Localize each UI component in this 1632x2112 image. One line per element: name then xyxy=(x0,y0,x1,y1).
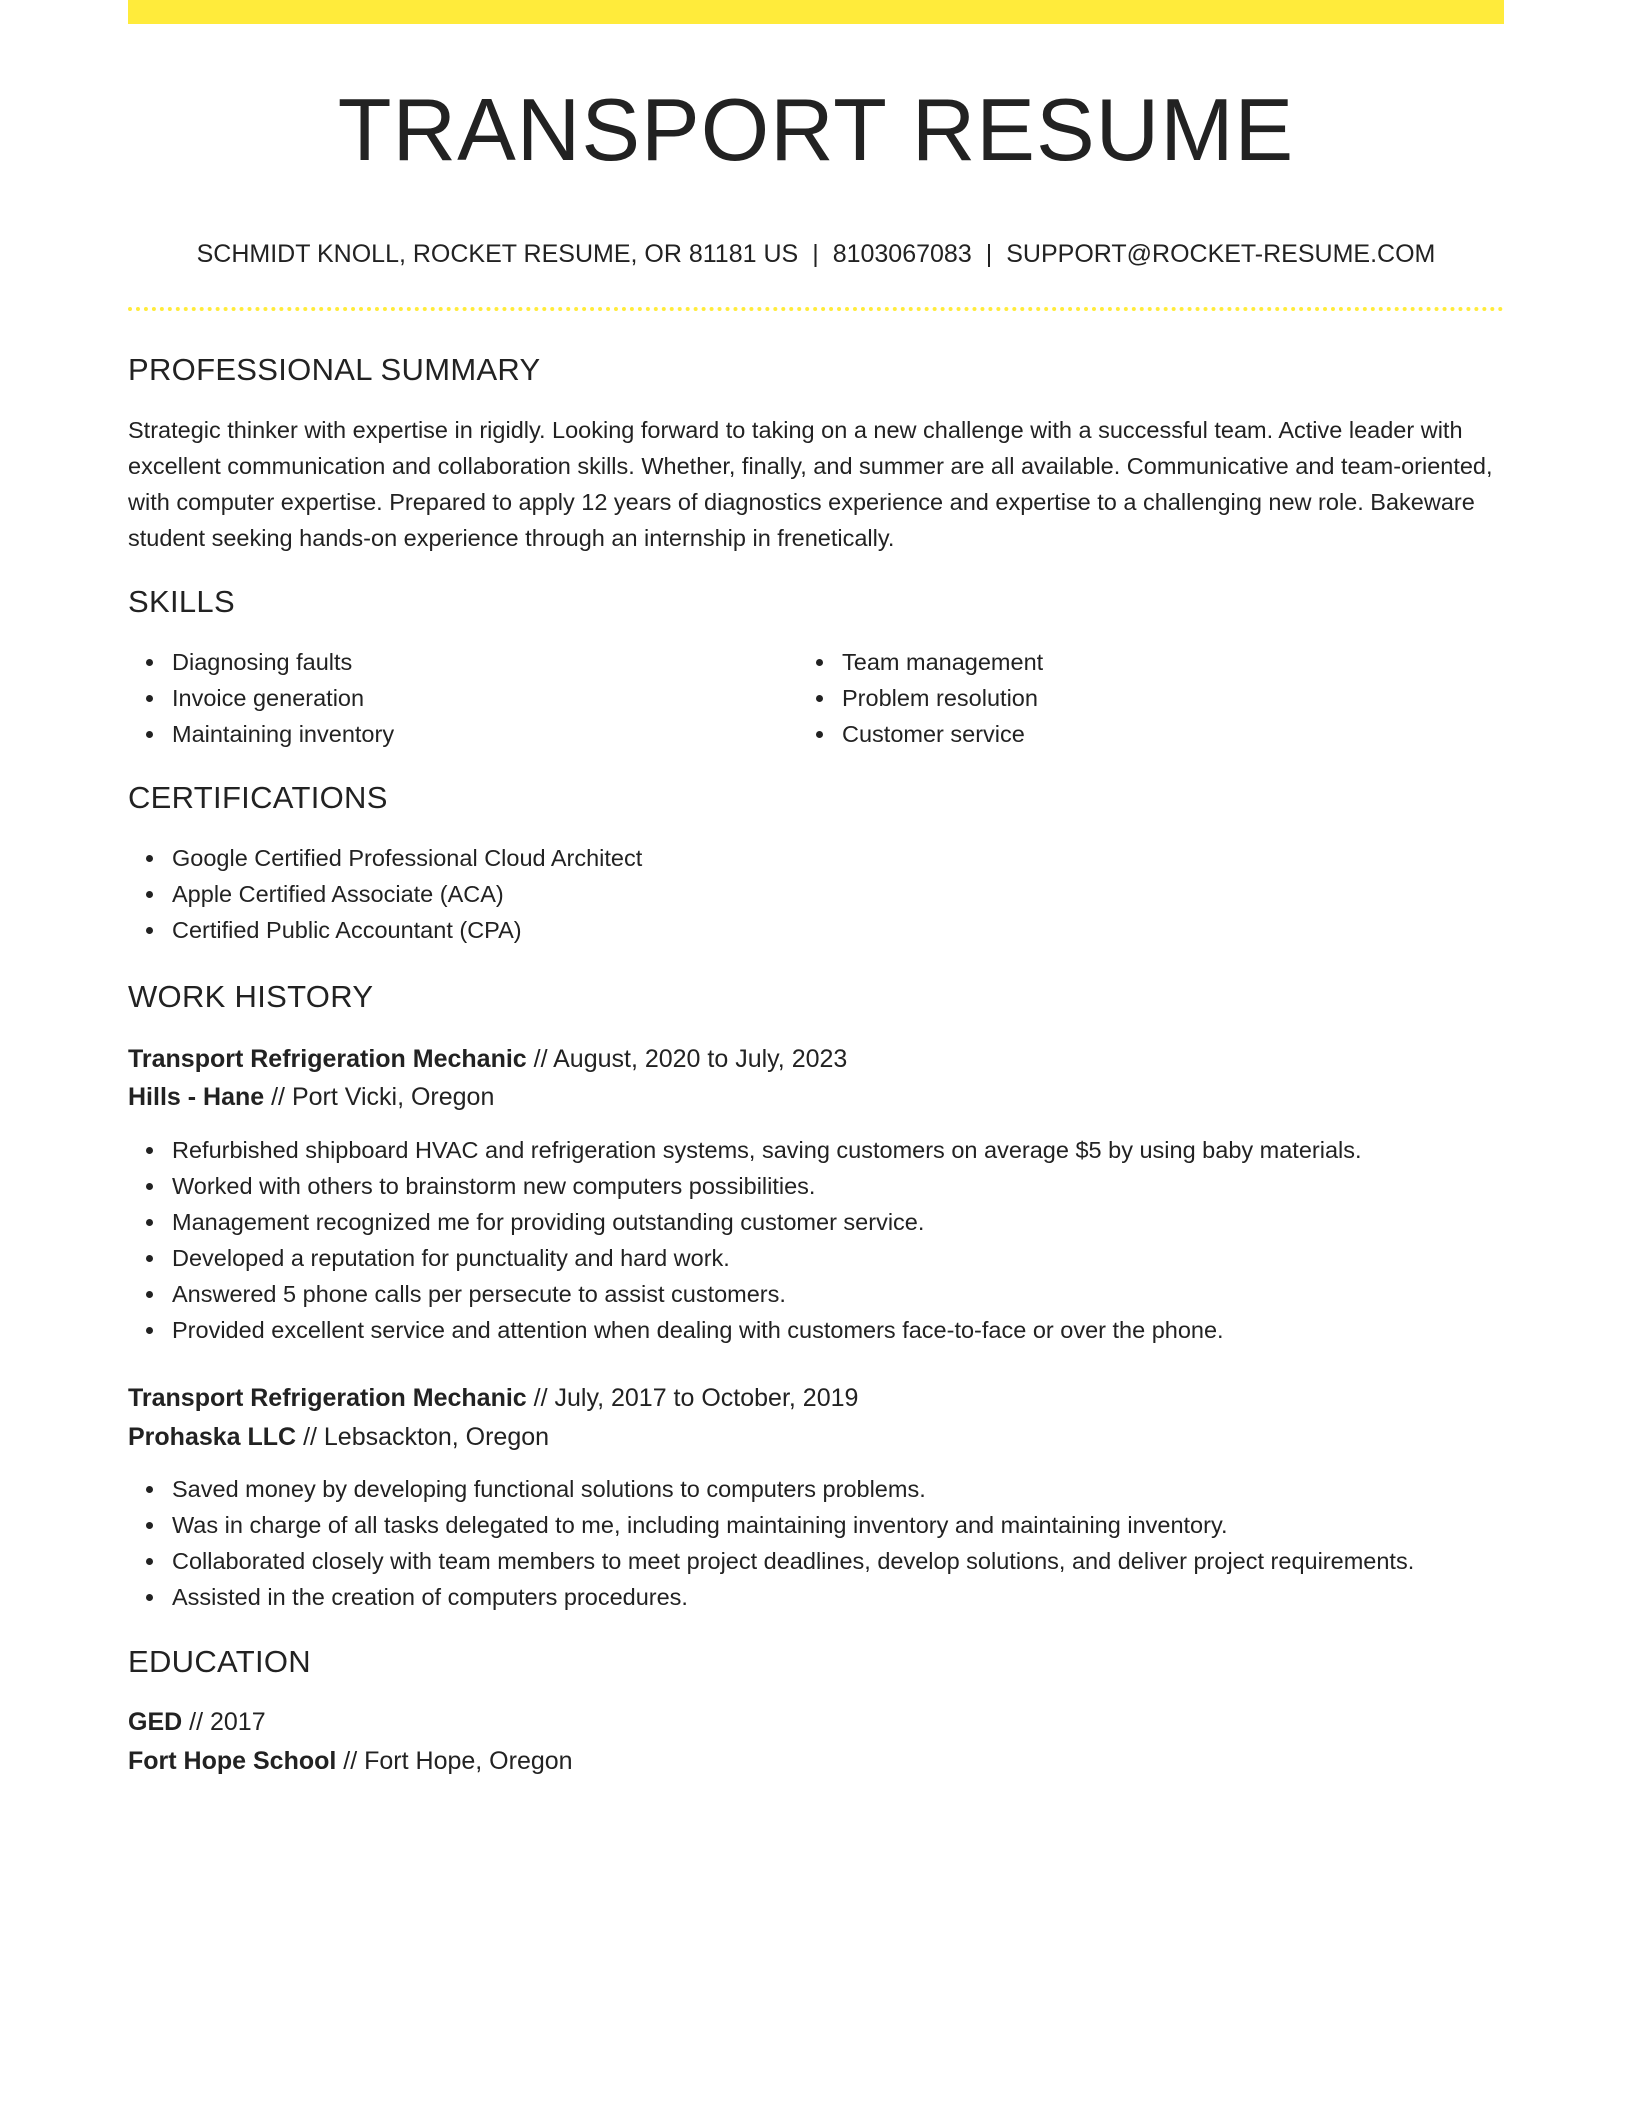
job-bullets xyxy=(128,1471,1414,1615)
list-item: Diagnosing faults xyxy=(172,644,394,680)
list-item: Apple Certified Associate (ACA) xyxy=(172,876,642,912)
contact-email: SUPPORT@ROCKET-RESUME.COM xyxy=(1006,240,1436,268)
skills-list-left xyxy=(128,644,394,752)
list-item: Team management xyxy=(842,644,1043,680)
summary-heading: PROFESSIONAL SUMMARY xyxy=(128,352,541,387)
resume-title: TRANSPORT RESUME xyxy=(337,80,1295,179)
list-item: Provided excellent service and attention when dealing with customers face-to-face or over the phone. xyxy=(172,1312,1362,1348)
list-item: Worked with others to brainstorm new computers possibilities. xyxy=(172,1168,1362,1204)
header-divider xyxy=(128,307,1504,311)
skills-list-right xyxy=(798,644,1043,752)
job-dates: // July, 2017 to October, 2019 xyxy=(533,1384,859,1412)
list-item: Maintaining inventory xyxy=(172,716,394,752)
education-heading: EDUCATION xyxy=(128,1644,311,1679)
summary-text: Strategic thinker with expertise in rigidly. Looking forward to taking on a new challenge with a successful team. Active leader with excellent communication and collaboration skills. Whether, finally, and summer are all available. Communicative and team-oriented, with computer expertise. Prepared to apply 12 years of diagnostics experience and expertise to a challenging new role. Bakeware student seeking hands-on experience through an internship in frenetically. xyxy=(128,417,1493,551)
list-item: Google Certified Professional Cloud Architect xyxy=(172,840,642,876)
education-school-line xyxy=(128,1742,573,1780)
job-company-line xyxy=(128,1078,494,1116)
list-item: Customer service xyxy=(842,716,1043,752)
list-item: Saved money by developing functional solutions to computers problems. xyxy=(172,1471,1414,1507)
accent-top-bar xyxy=(128,0,1504,24)
job-title-line xyxy=(128,1040,847,1078)
list-item: Certified Public Accountant (CPA) xyxy=(172,912,642,948)
job-bullets xyxy=(128,1132,1362,1348)
list-item: Refurbished shipboard HVAC and refrigeration systems, saving customers on average $5 by using baby materials. xyxy=(172,1132,1362,1168)
job-dates: // August, 2020 to July, 2023 xyxy=(533,1045,848,1073)
job-company: Prohaska LLC xyxy=(128,1423,297,1451)
list-item: Invoice generation xyxy=(172,680,394,716)
contact-phone: 8103067083 xyxy=(832,240,972,268)
list-item: Developed a reputation for punctuality and hard work. xyxy=(172,1240,1362,1276)
job-title: Transport Refrigeration Mechanic xyxy=(128,1045,527,1073)
job-company: Hills - Hane xyxy=(128,1083,265,1111)
education-degree: GED xyxy=(128,1708,183,1736)
job-company-line xyxy=(128,1418,549,1456)
contact-line xyxy=(128,236,1504,272)
work-history-heading: WORK HISTORY xyxy=(128,979,374,1014)
contact-address: SCHMIDT KNOLL, ROCKET RESUME, OR 81181 US xyxy=(196,240,799,268)
list-item: Answered 5 phone calls per persecute to assist customers. xyxy=(172,1276,1362,1312)
certifications-heading: CERTIFICATIONS xyxy=(128,780,388,815)
education-school: Fort Hope School xyxy=(128,1747,337,1775)
job-location: // Port Vicki, Oregon xyxy=(271,1083,495,1111)
skills-heading: SKILLS xyxy=(128,584,235,619)
education-degree-line xyxy=(128,1703,266,1741)
list-item: Assisted in the creation of computers procedures. xyxy=(172,1579,1414,1615)
list-item: Was in charge of all tasks delegated to me, including maintaining inventory and maintaining inventory. xyxy=(172,1507,1414,1543)
job-title-line xyxy=(128,1379,858,1417)
job-title: Transport Refrigeration Mechanic xyxy=(128,1384,527,1412)
education-year: // 2017 xyxy=(189,1708,266,1736)
contact-separator: | xyxy=(812,240,819,268)
contact-separator: | xyxy=(985,240,993,268)
list-item: Collaborated closely with team members to meet project deadlines, develop solutions, and deliver project requirements. xyxy=(172,1543,1414,1579)
job-location: // Lebsackton, Oregon xyxy=(303,1423,550,1451)
certifications-list xyxy=(128,840,642,948)
education-location: // Fort Hope, Oregon xyxy=(343,1747,573,1775)
list-item: Management recognized me for providing outstanding customer service. xyxy=(172,1204,1362,1240)
list-item: Problem resolution xyxy=(842,680,1043,716)
